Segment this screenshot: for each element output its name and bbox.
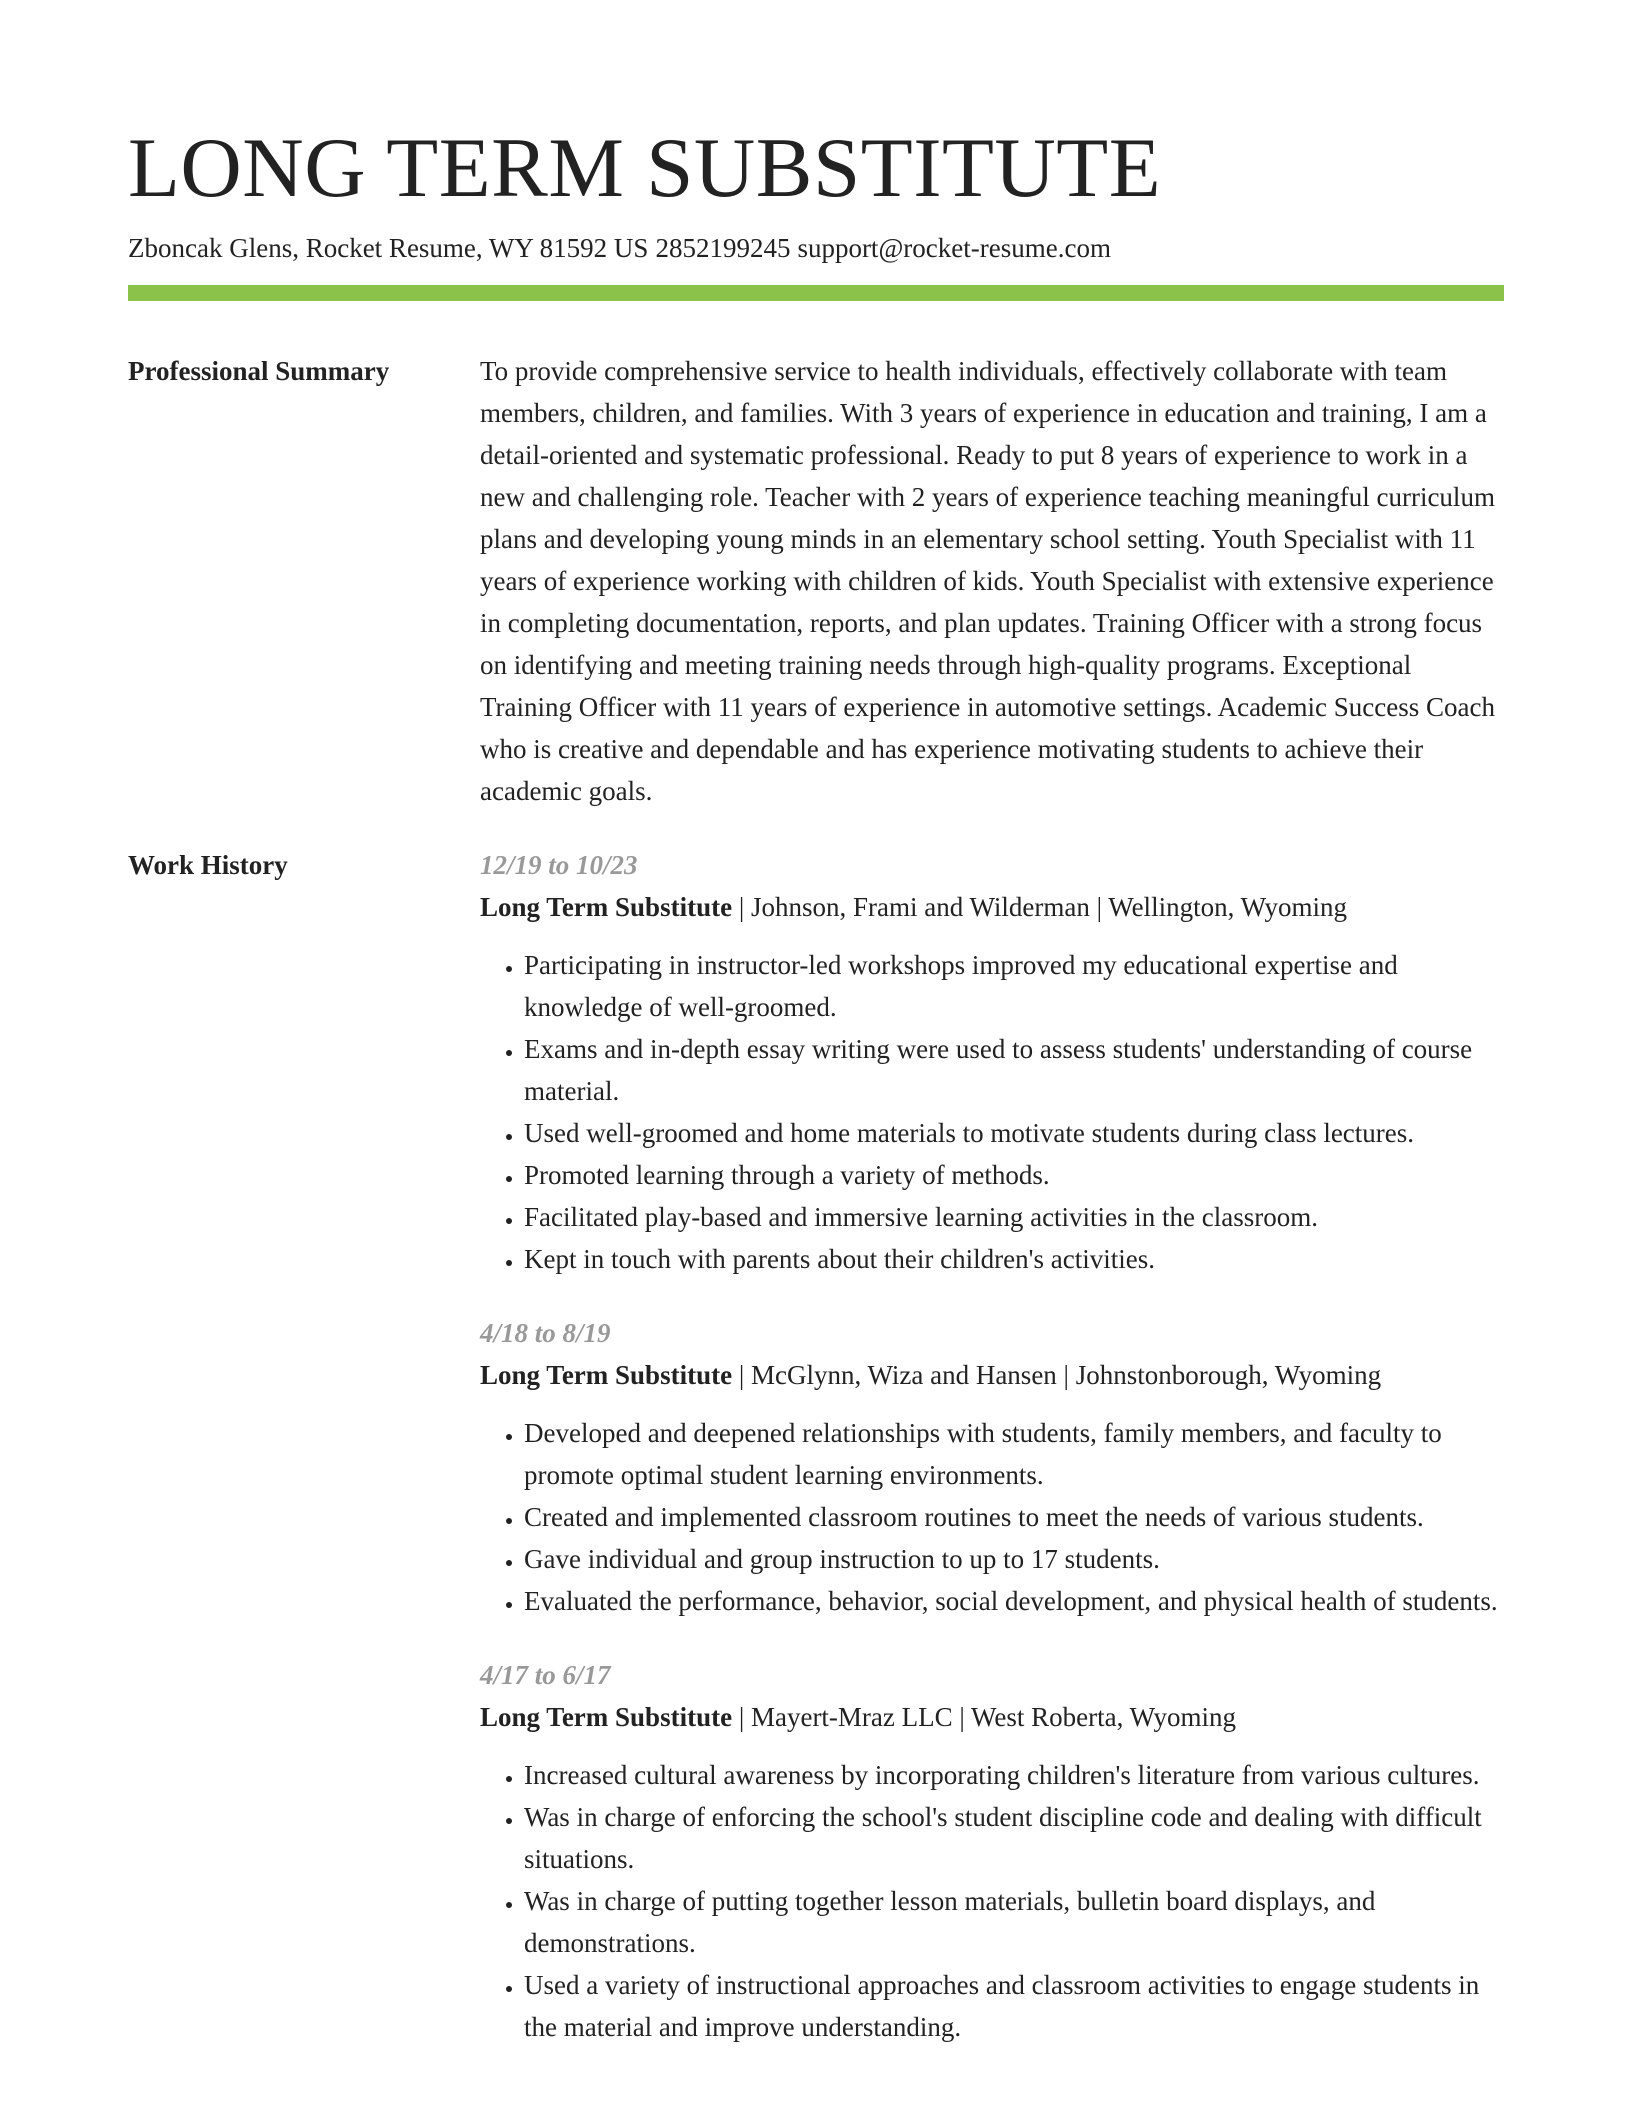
job-bullet-list bbox=[480, 944, 1504, 1280]
job-bullet: • Developed and deepened relationships with students, family members, and faculty to promote optimal student learning environments. bbox=[524, 1412, 1504, 1496]
job-entry bbox=[480, 844, 1504, 1280]
job-title: Long Term Substitute bbox=[480, 1702, 733, 1732]
job-bullet: • Evaluated the performance, behavior, social development, and physical health of students. bbox=[524, 1580, 1504, 1622]
job-bullet-list bbox=[480, 1412, 1504, 1622]
work-history-body bbox=[480, 844, 1504, 2080]
summary-text: To provide comprehensive service to health individuals, effectively collaborate with team members, children, and families. With 3 years of experience in education and training, I am a detail-oriented and systematic professional. Ready to put 8 years of experience to work in a new and challenging role. Teacher with 2 years of experience teaching meaningful curriculum plans and developing young minds in an elementary school setting. Youth Specialist with 11 years of experience working with children of kids. Youth Specialist with extensive experience in completing documentation, reports, and plan updates. Training Officer with a strong focus on identifying and meeting training needs through high-quality programs. Exceptional Training Officer with 11 years of experience in automotive settings. Academic Success Coach who is creative and dependable and has experience motivating students to achieve their academic goals. bbox=[480, 356, 1495, 806]
header-accent-rule bbox=[128, 285, 1504, 301]
job-title: Long Term Substitute bbox=[480, 892, 733, 922]
contact-line bbox=[128, 230, 1118, 266]
job-dates: 4/17 to 6/17 bbox=[480, 1660, 611, 1690]
job-details: | Johnson, Frami and Wilderman | Wellington, Wyoming bbox=[732, 892, 1347, 922]
job-bullet: • Exams and in-depth essay writing were used to assess students' understanding of course material. bbox=[524, 1028, 1504, 1112]
job-bullet: • Increased cultural awareness by incorporating children's literature from various cultures. bbox=[524, 1754, 1504, 1796]
job-bullet: • Used well-groomed and home materials to motivate students during class lectures. bbox=[524, 1112, 1504, 1154]
job-bullet: • Was in charge of enforcing the school's student discipline code and dealing with difficult situations. bbox=[524, 1796, 1504, 1880]
job-heading bbox=[480, 1354, 1504, 1396]
job-bullet: • Participating in instructor-led workshops improved my educational expertise and knowledge of well-groomed. bbox=[524, 944, 1504, 1028]
contact-email: support@rocket-resume.com bbox=[797, 233, 1111, 263]
job-bullet: • Kept in touch with parents about their children's activities. bbox=[524, 1238, 1504, 1280]
work-history-label: Work History bbox=[128, 850, 288, 880]
contact-phone: 2852199245 bbox=[655, 233, 791, 263]
job-bullet: • Promoted learning through a variety of methods. bbox=[524, 1154, 1504, 1196]
contact-address: Zboncak Glens, Rocket Resume, WY 81592 US bbox=[128, 233, 649, 263]
job-bullet-list bbox=[480, 1754, 1504, 2048]
job-bullet: • Gave individual and group instruction to up to 17 students. bbox=[524, 1538, 1504, 1580]
job-dates: 12/19 to 10/23 bbox=[480, 850, 638, 880]
job-title: Long Term Substitute bbox=[480, 1360, 733, 1390]
summary-body bbox=[480, 350, 1504, 812]
job-heading bbox=[480, 1696, 1504, 1738]
job-heading bbox=[480, 886, 1504, 928]
job-details: | Mayert-Mraz LLC | West Roberta, Wyoming bbox=[732, 1702, 1236, 1732]
job-entry bbox=[480, 1312, 1504, 1622]
job-bullet: • Was in charge of putting together lesson materials, bulletin board displays, and demonstrations. bbox=[524, 1880, 1504, 1964]
job-details: | McGlynn, Wiza and Hansen | Johnstonborough, Wyoming bbox=[732, 1360, 1382, 1390]
job-bullet: • Used a variety of instructional approaches and classroom activities to engage students in the material and improve understanding. bbox=[524, 1964, 1504, 2048]
summary-label: Professional Summary bbox=[128, 356, 390, 386]
resume-name-heading: LONG TERM SUBSTITUTE bbox=[128, 121, 1162, 215]
job-dates: 4/18 to 8/19 bbox=[480, 1318, 611, 1348]
job-entry bbox=[480, 1654, 1504, 2048]
job-bullet: • Facilitated play-based and immersive learning activities in the classroom. bbox=[524, 1196, 1504, 1238]
job-bullet: • Created and implemented classroom routines to meet the needs of various students. bbox=[524, 1496, 1504, 1538]
